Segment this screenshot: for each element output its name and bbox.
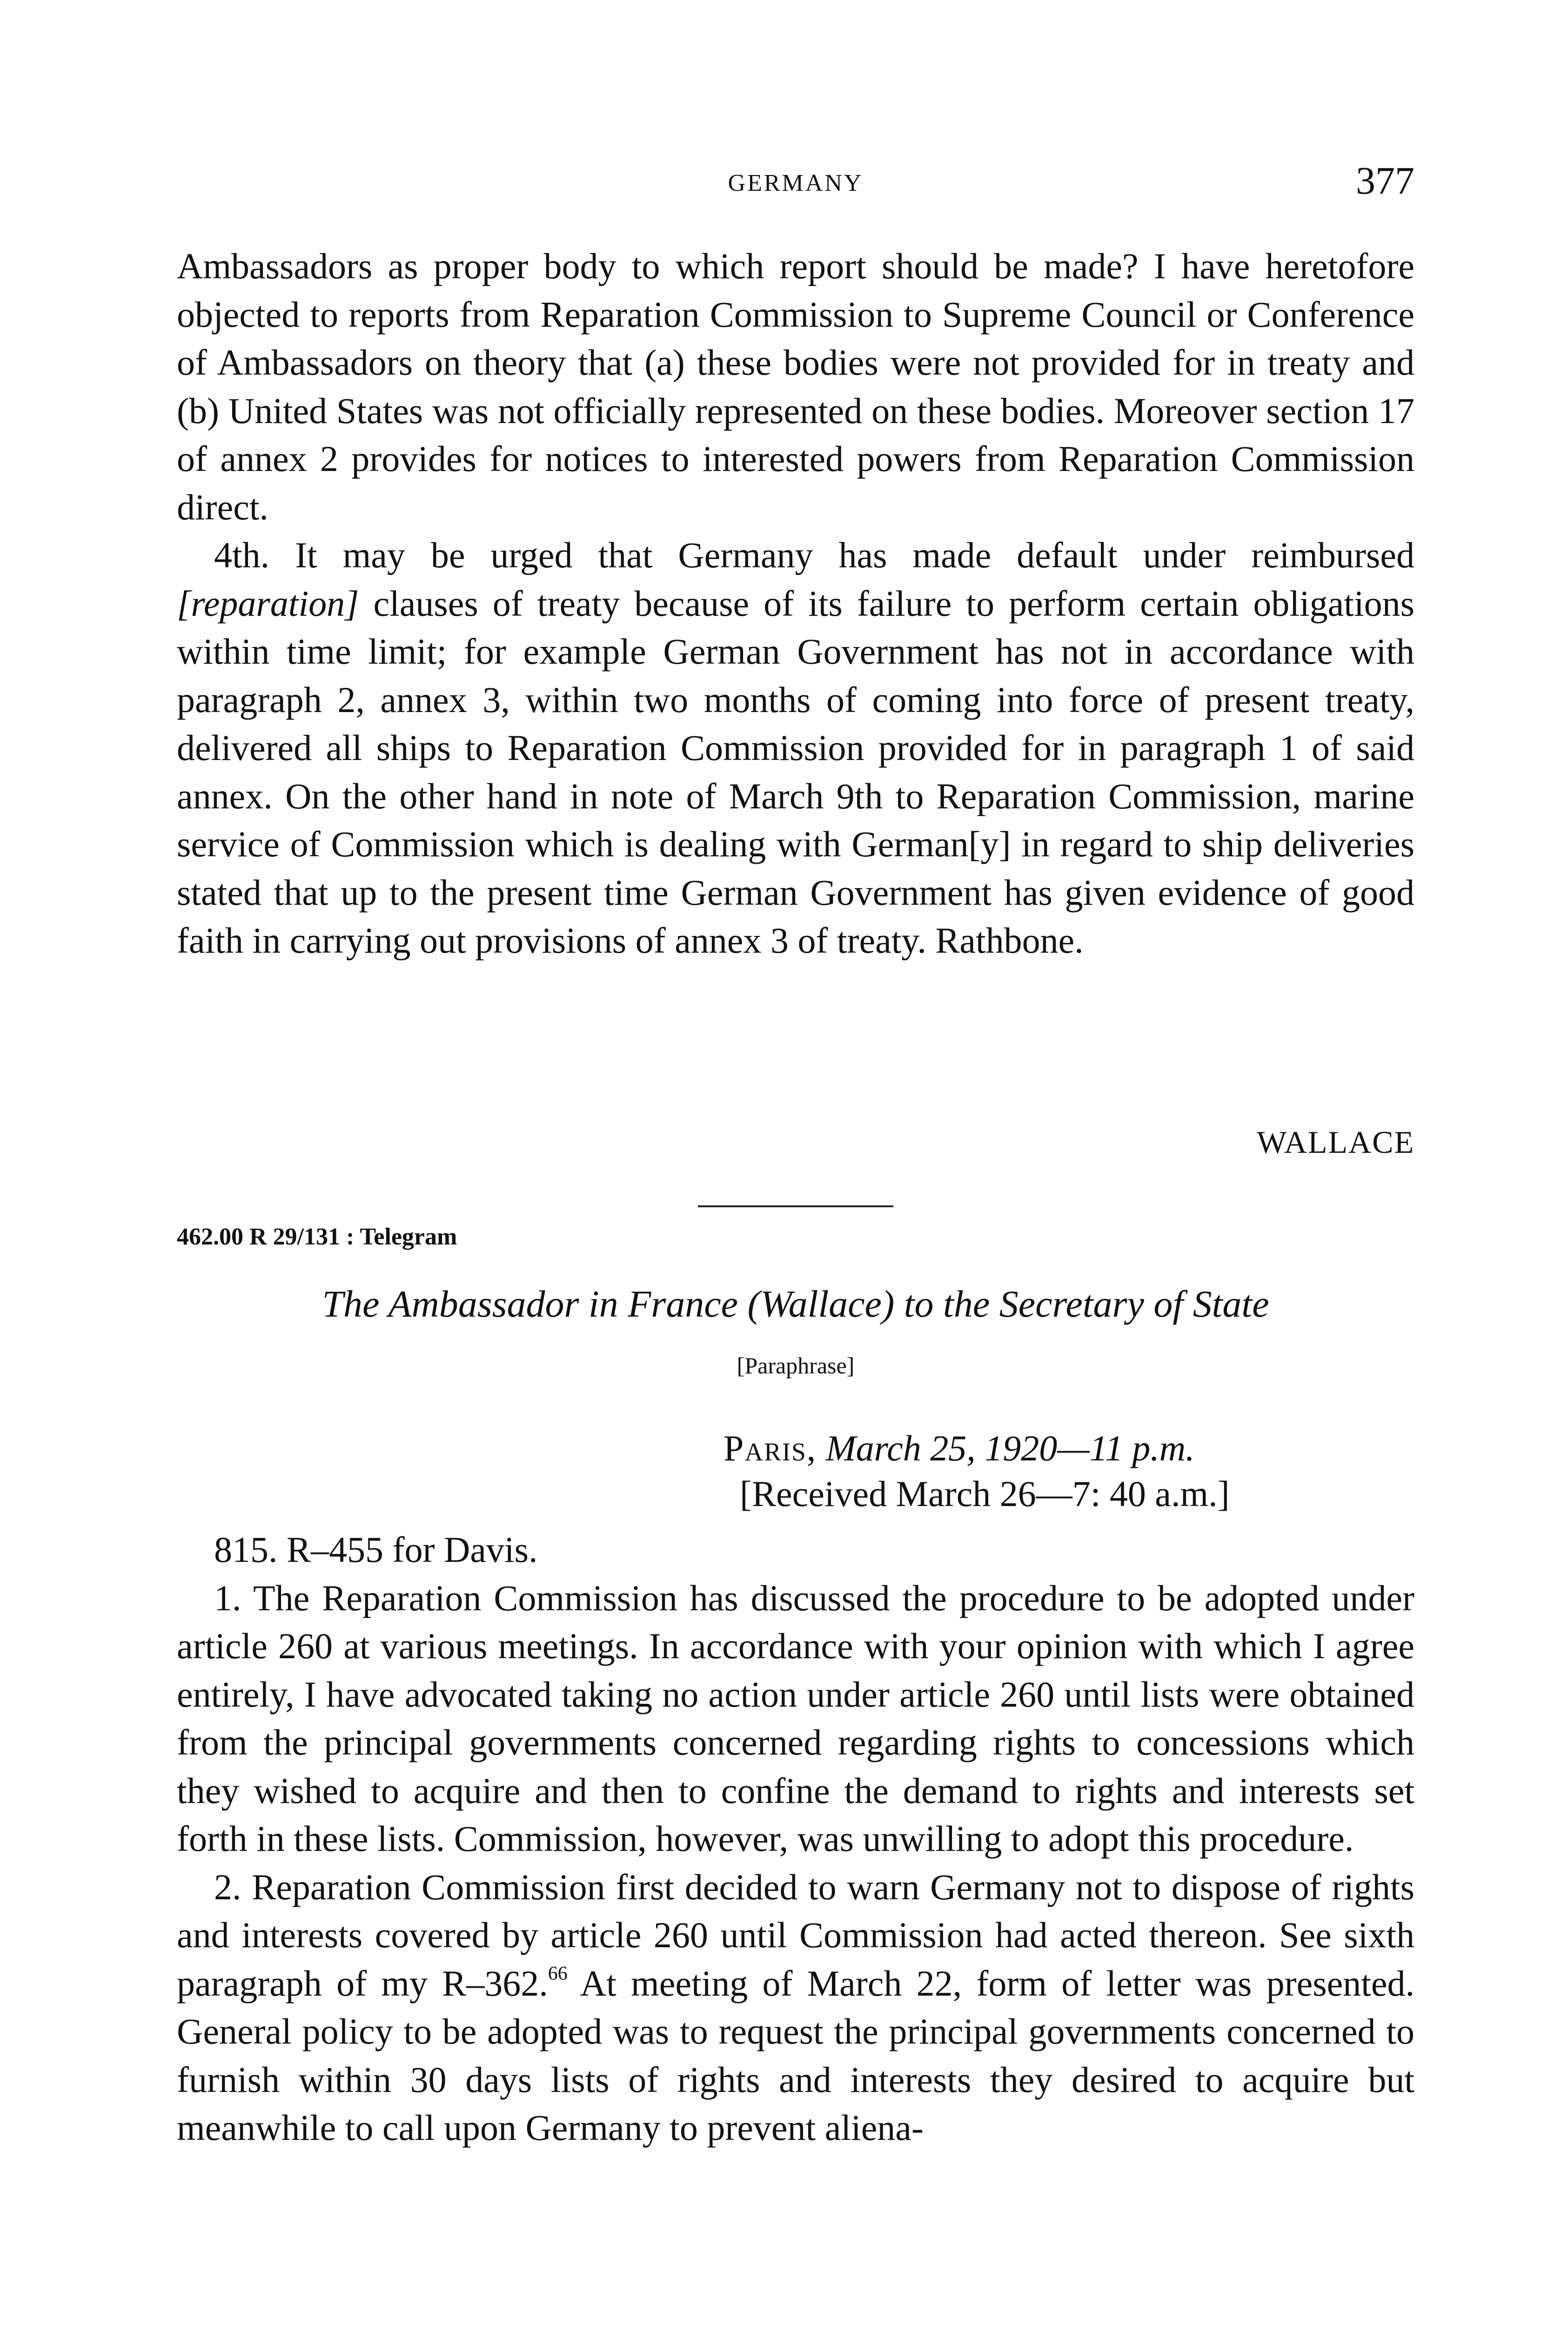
telegram-paragraph-2 <box>177 1863 1414 2152</box>
fourth-point-end: clauses of treaty because of its failure to perform certain obligations within time limit; for example German Government has not in accordance with paragraph 2, annex 3, within two months of coming into force of present treaty, delivered all ships to Reparation Commission provided for in paragraph 1 of said annex. On the other hand in note of March 9th to Reparation Commission, marine service of Commission which is dealing with German[y] in regard to ship deliveries stated that up to the present time German Government has given evidence of good faith in carrying out provisions of annex 3 of treaty. Rathbone. <box>177 583 1414 961</box>
top-section-text <box>177 242 1414 965</box>
continuation-paragraph: Ambassadors as proper body to which report should be made? I have heretofore objected to reports from Reparation Commission to Supreme Council or Conference of Ambassadors on theory that (a) these bodies were not provided for in treaty and (b) United States was not officially represented on these bodies. Moreover section 17 of annex 2 provides for notices to interested powers from Reparation Commission direct. <box>177 246 1414 527</box>
paraphrase-label: [Paraphrase] <box>737 1352 855 1379</box>
editorial-correction: [reparation] <box>177 583 359 624</box>
dateline-date: March 25, 1920—11 p.m. <box>825 1428 1195 1468</box>
dateline-place: Paris, <box>724 1428 817 1468</box>
running-title: GERMANY <box>728 170 864 196</box>
telegram-paragraph-2-end: At meeting of March 22, form of letter was presented. General policy to be adopted was to request the principal governments concerned to furnish within 30 days lists of rights and interests they desired to acquire but meanwhile to call upon Germany to prevent aliena- <box>177 1963 1414 2148</box>
received-line: [Received March 26—7: 40 a.m.] <box>740 1473 1230 1514</box>
document-reference: 462.00 R 29/131 : Telegram <box>177 1224 457 1250</box>
fourth-point-start: 4th. It may be urged that Germany has made default under reimbursed <box>214 535 1414 575</box>
page-number: 377 <box>1356 159 1414 202</box>
dateline <box>724 1424 1195 1473</box>
telegram-text <box>177 1526 1414 2152</box>
telegram-paragraph-2-start: 2. Reparation Commission first decided to warn Germany not to dispose of rights and interests covered by article 260 until Commission had acted thereon. See sixth paragraph of my R–362. <box>177 1866 1414 2004</box>
section-divider <box>698 1205 893 1207</box>
document-title: The Ambassador in France (Wallace) to the Secretary of State <box>322 1283 1269 1325</box>
fourth-point-paragraph <box>177 531 1414 965</box>
footnote-reference: 66 <box>548 1963 568 1984</box>
telegram-paragraph-1: 1. The Reparation Commission has discussed the procedure to be adopted under article 260 at various meetings. In accordance with your opinion with which I agree entirely, I have advocated taking no action under article 260 until lists were obtained from the principal governments concerned regarding rights to concessions which they wished to acquire and then to confine the demand to rights and interests set forth in these lists. Commission, however, was unwilling to adopt this procedure. <box>177 1577 1414 1859</box>
signature: WALLACE <box>1257 1124 1414 1160</box>
telegram-number-line: 815. R–455 for Davis. <box>214 1529 538 1570</box>
running-head <box>177 158 1414 209</box>
